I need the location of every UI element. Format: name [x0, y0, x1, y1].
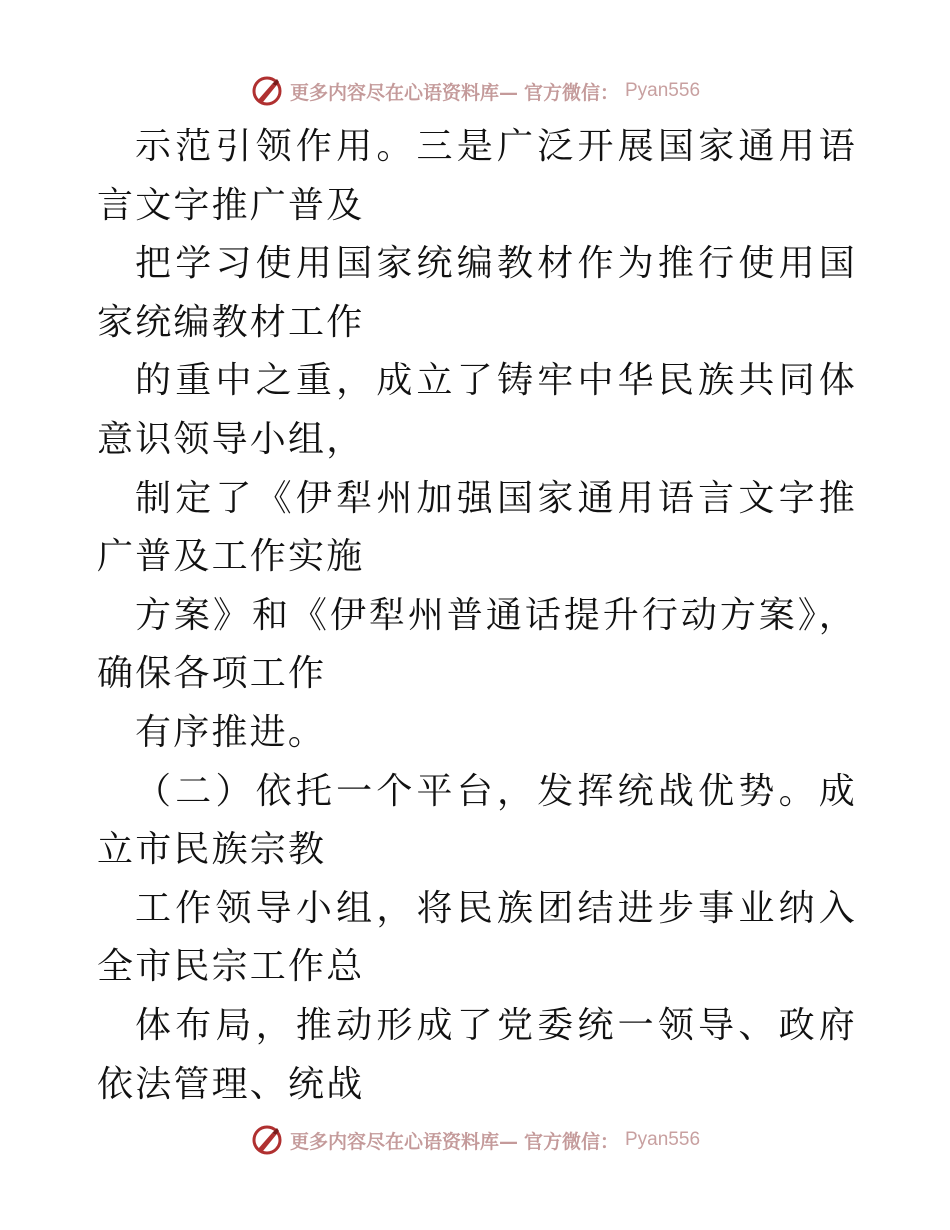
pen-circle-logo-icon: [250, 1123, 284, 1157]
paragraph: （二）依托一个平台，发挥统战优势。成立市民族宗教: [97, 770, 857, 871]
watermark-official-text: 官方微信：: [523, 81, 619, 104]
paragraph: 示范引领作用。三是广泛开展国家通用语言文字推广普及: [97, 126, 857, 226]
footer-watermark: [0, 1120, 950, 1160]
paragraph: 工作领导小组，将民族团结进步事业纳入全市民宗工作总: [97, 887, 857, 988]
watermark-account: Pyan556: [625, 80, 701, 101]
paragraph: 方案》和《伊犁州普通话提升行动方案》，确保各项工作: [97, 594, 857, 695]
paragraph: 有序推进。: [135, 711, 327, 753]
paragraph: 体布局，推动形成了党委统一领导、政府依法管理、统战: [97, 1004, 857, 1105]
paragraph: 把学习使用国家统编教材作为推行使用国家统编教材工作: [97, 243, 857, 343]
watermark-account: Pyan556: [625, 1129, 701, 1150]
document-body: [97, 118, 857, 1114]
watermark-main-text: 更多内容尽在心语资料库—: [289, 81, 518, 104]
watermark-main-text: 更多内容尽在心语资料库—: [289, 1130, 518, 1153]
header-watermark: [0, 71, 950, 111]
watermark-official-text: 官方微信：: [523, 1130, 619, 1153]
paragraph: 的重中之重，成立了铸牢中华民族共同体意识领导小组，: [97, 360, 857, 460]
pen-circle-logo-icon: [250, 74, 284, 108]
paragraph: 制定了《伊犁州加强国家通用语言文字推广普及工作实施: [97, 477, 857, 578]
